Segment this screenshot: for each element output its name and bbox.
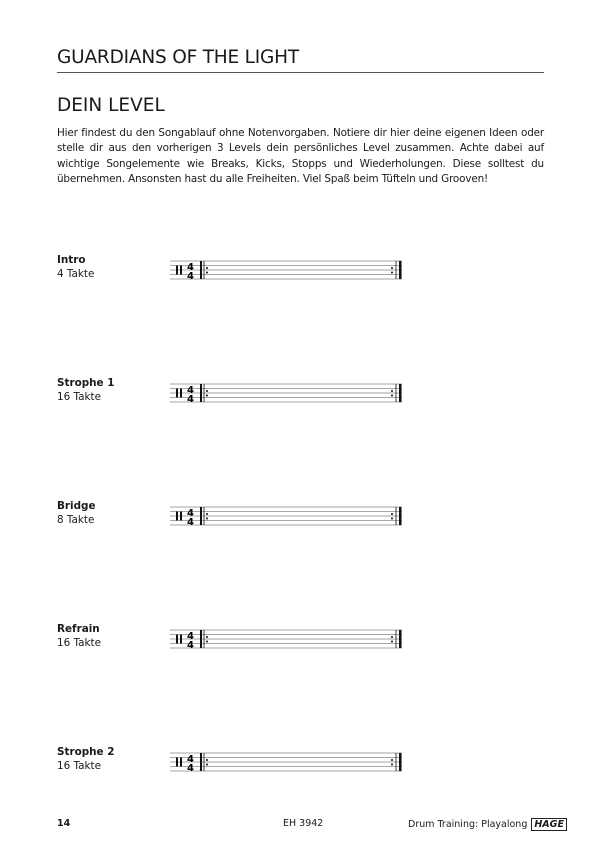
song-section — [57, 500, 557, 548]
series-label — [408, 818, 567, 831]
section-bar-count: 16 Takte — [57, 760, 102, 772]
section-name: Strophe 1 — [57, 377, 115, 389]
time-signature-bottom: 4 — [187, 517, 194, 528]
series-name: Drum Training: Playalong — [408, 819, 528, 830]
time-signature-bottom: 4 — [187, 271, 194, 282]
time-signature-top: 4 — [187, 262, 194, 273]
song-title: GUARDIANS OF THE LIGHT — [57, 47, 299, 68]
section-bar-count: 16 Takte — [57, 637, 102, 649]
time-signature-bottom: 4 — [187, 763, 194, 774]
page-number: 14 — [57, 818, 71, 829]
section-name: Strophe 2 — [57, 746, 115, 758]
time-signature-bottom: 4 — [187, 394, 194, 405]
empty-staff[interactable] — [170, 749, 410, 777]
section-bar-count: 8 Takte — [57, 514, 95, 526]
empty-staff[interactable] — [170, 626, 410, 654]
section-bar-count: 4 Takte — [57, 268, 95, 280]
title-divider — [57, 72, 544, 73]
song-section — [57, 377, 557, 425]
edition-code: EH 3942 — [283, 818, 324, 829]
song-section — [57, 254, 557, 302]
song-section — [57, 623, 557, 671]
time-signature-top: 4 — [187, 508, 194, 519]
section-name: Bridge — [57, 500, 96, 512]
time-signature-top: 4 — [187, 631, 194, 642]
section-name: Intro — [57, 254, 86, 266]
song-section — [57, 746, 557, 794]
section-heading: DEIN LEVEL — [57, 95, 165, 116]
publisher-logo: HAGE — [531, 818, 567, 831]
time-signature-top: 4 — [187, 754, 194, 765]
intro-paragraph: Hier findest du den Songablauf ohne Notenvorgaben. Notiere dir hier deine eigenen Ideen oder stelle dir aus den vorherigen 3 Levels dein persönliches Level zusammen. Achte dabei auf wichtige Songelemente wie Breaks, Kicks, Stopps und Wiederholungen. Diese solltest du übernehmen. Ansonsten hast du alle Freiheiten. Viel Spaß beim Tüfteln und Grooven! — [57, 127, 544, 186]
time-signature-bottom: 4 — [187, 640, 194, 651]
time-signature-top: 4 — [187, 385, 194, 396]
empty-staff[interactable] — [170, 257, 410, 285]
section-bar-count: 16 Takte — [57, 391, 102, 403]
empty-staff[interactable] — [170, 503, 410, 531]
empty-staff[interactable] — [170, 380, 410, 408]
section-name: Refrain — [57, 623, 100, 635]
